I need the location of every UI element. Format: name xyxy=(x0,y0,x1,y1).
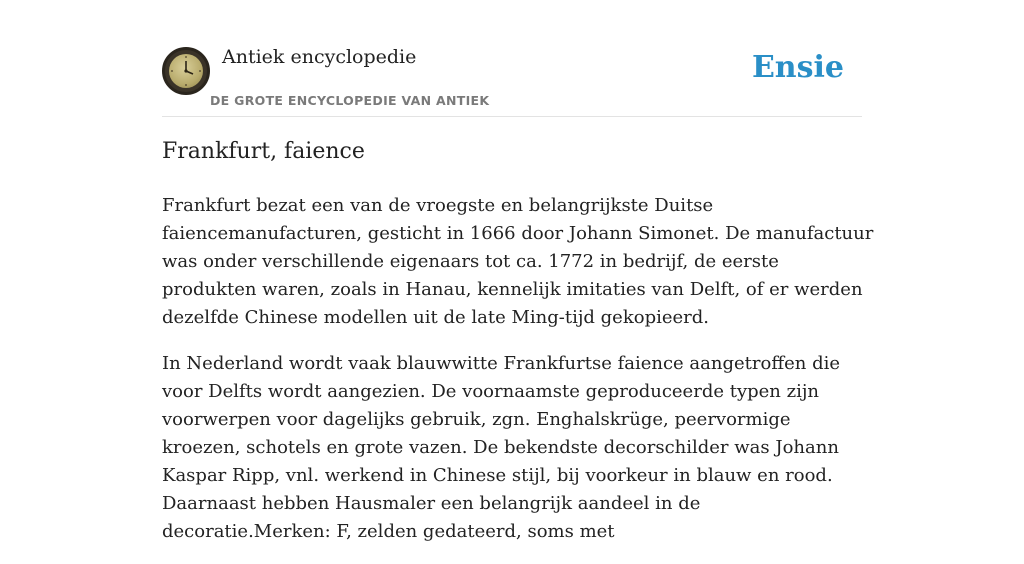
article-body xyxy=(162,192,874,564)
clock-hands xyxy=(165,50,207,92)
site-header xyxy=(162,40,862,117)
site-subtitle: DE GROTE ENCYCLOPEDIE VAN ANTIEK xyxy=(210,93,490,108)
article-paragraph: In Nederland wordt vaak blauwwitte Frankfurtse faience aangetroffen die voor Delfts wordt aangezien. De voornaamste geproduceerde typen zijn voorwerpen voor dagelijks gebruik, zgn. Enghalskrüge, peervormige kroezen, schotels en grote vazen. De bekendste decorschilder was Johann Kaspar Ripp, vnl. werkend in Chinese stijl, bij voorkeur in blauw en rood. Daarnaast hebben Hausmaler een belangrijk aandeel in de decoratie.Merken: F, zelden gedateerd, soms met xyxy=(162,353,841,542)
article-title: Frankfurt, faience xyxy=(162,139,365,164)
article-paragraph: Frankfurt bezat een van de vroegste en belangrijkste Duitse faiencemanufacturen, gesticht in 1666 door Johann Simonet. De manufactuur was onder verschillende eigenaars tot ca. 1772 in bedrijf, de eerste produkten waren, zoals in Hanau, kennelijk imitaties van Delft, of er werden dezelfde Chinese modellen uit de late Ming-tijd gekopieerd. xyxy=(162,195,874,328)
ensie-logo-link[interactable]: Ensie xyxy=(751,50,844,85)
site-title[interactable]: Antiek encyclopedie xyxy=(222,46,417,68)
clock-icon[interactable] xyxy=(162,47,210,95)
